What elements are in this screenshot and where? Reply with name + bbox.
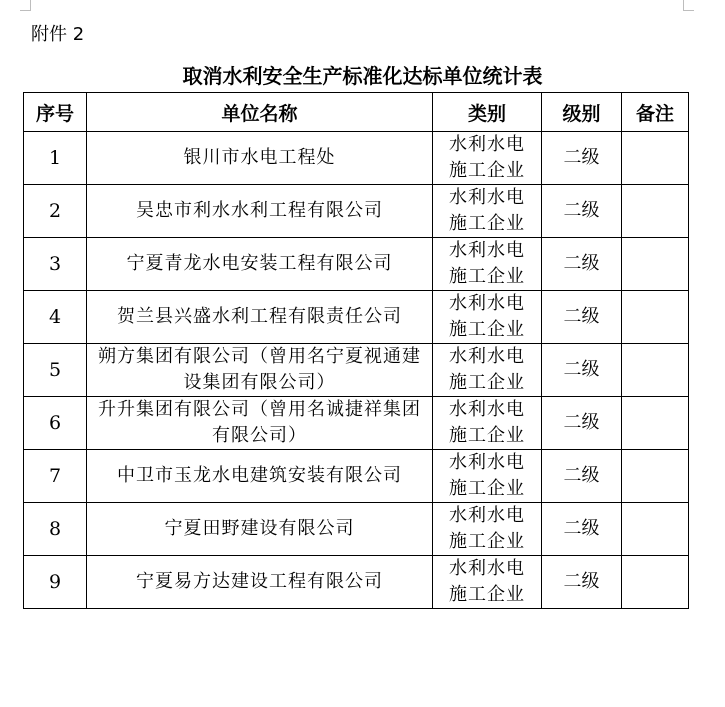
row-category-line2: 施工企业 xyxy=(449,425,525,446)
row-remark xyxy=(622,238,689,291)
row-remark xyxy=(622,344,689,397)
table-row xyxy=(24,185,689,238)
row-remark xyxy=(622,450,689,503)
row-unit-name: 宁夏青龙水电安装工程有限公司 xyxy=(87,238,433,291)
row-category-line2: 施工企业 xyxy=(449,319,525,340)
row-unit-name: 银川市水电工程处 xyxy=(87,132,433,185)
row-category-line2: 施工企业 xyxy=(449,213,525,234)
row-unit-name: 贺兰县兴盛水利工程有限责任公司 xyxy=(87,291,433,344)
row-unit-name: 升升集团有限公司（曾用名诚捷祥集团有限公司） xyxy=(87,397,433,450)
row-grade: 二级 xyxy=(542,132,622,185)
row-category-line1: 水利水电 xyxy=(449,134,525,155)
row-category-line2: 施工企业 xyxy=(449,584,525,605)
row-index: 8 xyxy=(24,503,87,556)
page-corner-mark-right xyxy=(683,0,694,11)
row-category-line1: 水利水电 xyxy=(449,187,525,208)
row-index: 9 xyxy=(24,556,87,609)
row-grade: 二级 xyxy=(542,556,622,609)
header-grade: 级别 xyxy=(542,93,622,132)
statistics-table xyxy=(23,92,689,609)
row-category-line2: 施工企业 xyxy=(449,372,525,393)
row-grade: 二级 xyxy=(542,185,622,238)
row-index: 5 xyxy=(24,344,87,397)
row-unit-name: 朔方集团有限公司（曾用名宁夏视通建设集团有限公司） xyxy=(87,344,433,397)
row-category xyxy=(433,450,542,503)
row-grade: 二级 xyxy=(542,291,622,344)
row-category-line1: 水利水电 xyxy=(449,293,525,314)
table-row xyxy=(24,503,689,556)
row-category-line1: 水利水电 xyxy=(449,505,525,526)
row-unit-name: 吴忠市利水水利工程有限公司 xyxy=(87,185,433,238)
row-grade: 二级 xyxy=(542,344,622,397)
row-category-line1: 水利水电 xyxy=(449,240,525,261)
row-category-line2: 施工企业 xyxy=(449,478,525,499)
row-index: 6 xyxy=(24,397,87,450)
row-category xyxy=(433,291,542,344)
row-category xyxy=(433,397,542,450)
row-category xyxy=(433,344,542,397)
row-index: 3 xyxy=(24,238,87,291)
row-remark xyxy=(622,503,689,556)
row-category xyxy=(433,556,542,609)
table-row xyxy=(24,556,689,609)
table-row xyxy=(24,397,689,450)
row-category-line2: 施工企业 xyxy=(449,160,525,181)
table-row xyxy=(24,450,689,503)
table-row xyxy=(24,238,689,291)
row-category-line2: 施工企业 xyxy=(449,531,525,552)
table-row xyxy=(24,344,689,397)
row-index: 1 xyxy=(24,132,87,185)
row-category xyxy=(433,238,542,291)
header-category: 类别 xyxy=(433,93,542,132)
row-category-line1: 水利水电 xyxy=(449,399,525,420)
row-unit-name: 宁夏易方达建设工程有限公司 xyxy=(87,556,433,609)
row-category xyxy=(433,132,542,185)
document-title: 取消水利安全生产标准化达标单位统计表 xyxy=(182,64,543,88)
row-remark xyxy=(622,291,689,344)
header-remark: 备注 xyxy=(622,93,689,132)
row-grade: 二级 xyxy=(542,503,622,556)
row-grade: 二级 xyxy=(542,397,622,450)
page-corner-mark-left xyxy=(20,0,31,11)
row-unit-name: 中卫市玉龙水电建筑安装有限公司 xyxy=(87,450,433,503)
row-remark xyxy=(622,397,689,450)
table-body xyxy=(24,132,689,609)
row-category-line1: 水利水电 xyxy=(449,558,525,579)
row-grade: 二级 xyxy=(542,450,622,503)
row-category-line2: 施工企业 xyxy=(449,266,525,287)
header-index: 序号 xyxy=(24,93,87,132)
row-category xyxy=(433,185,542,238)
row-remark xyxy=(622,556,689,609)
table-row xyxy=(24,291,689,344)
row-index: 2 xyxy=(24,185,87,238)
row-unit-name: 宁夏田野建设有限公司 xyxy=(87,503,433,556)
row-category-line1: 水利水电 xyxy=(449,452,525,473)
row-index: 4 xyxy=(24,291,87,344)
row-category-line1: 水利水电 xyxy=(449,346,525,367)
table-row xyxy=(24,132,689,185)
row-remark xyxy=(622,132,689,185)
row-category xyxy=(433,503,542,556)
header-unit-name: 单位名称 xyxy=(87,93,433,132)
attachment-label: 附件 2 xyxy=(31,24,85,45)
row-grade: 二级 xyxy=(542,238,622,291)
table-header-row xyxy=(24,93,689,132)
row-index: 7 xyxy=(24,450,87,503)
row-remark xyxy=(622,185,689,238)
